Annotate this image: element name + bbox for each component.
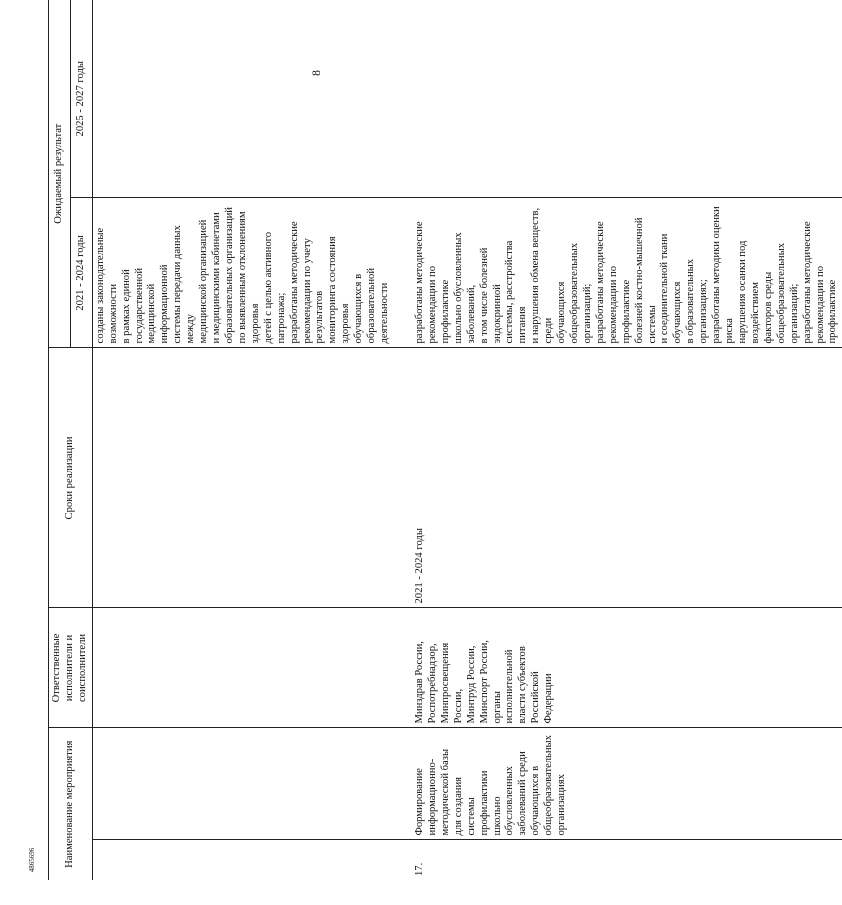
header-name: Наименование мероприятия [49, 728, 93, 880]
text-line: и нарушения обмена веществ, среди [530, 207, 555, 344]
text-line: Формирование информационно- [413, 758, 438, 836]
table-row [92, 0, 394, 880]
continuation-result-cell [92, 198, 394, 348]
text-line: факторов среды общеобразовательных [762, 243, 787, 344]
text-line: организаций; [581, 283, 593, 344]
text-line: рекомендации по учету результатов [301, 238, 326, 344]
text-line: детей с целью активного патронажа; [262, 231, 287, 344]
text-line: разработаны методические [594, 221, 606, 344]
text-line: заболеваний среди [517, 751, 529, 836]
measures-table [48, 0, 842, 880]
text-line: деятельности [379, 282, 391, 344]
header-period-2025-2027: 2025 - 2027 годы [70, 0, 92, 198]
text-line: Роспотребнадзор, [426, 643, 438, 724]
text-line: болезней костно-мышечной системы [633, 217, 658, 344]
text-line: медицинской организацией [198, 219, 210, 344]
text-line: обучающихся в образовательной [353, 268, 378, 344]
text-line: Минспорт России, [478, 640, 490, 724]
text-line: школьно обусловленных заболеваний, [452, 232, 477, 344]
text-line: по выявленным отклонениям здоровья [236, 211, 261, 344]
result-2021-2024-cell [412, 198, 842, 348]
text-line: обучающихся общеобразовательных [556, 243, 581, 344]
text-line: России, [452, 688, 464, 724]
text-line: разработаны методические [801, 221, 813, 344]
text-line: в том числе болезней эндокринной [478, 247, 503, 344]
text-line: власти субъектов [517, 646, 529, 724]
text-line: мониторинга состояния здоровья [327, 236, 352, 344]
text-line: рекомендации по профилактике [607, 265, 632, 344]
text-line: в рамках единой государственной [120, 267, 145, 344]
text-line: системы профилактики [465, 770, 490, 836]
document-code: 4865696 [28, 847, 36, 873]
text-line: разработаны методические [413, 221, 425, 344]
text-line: методической базы для создания [439, 748, 464, 836]
responsible-cell [412, 608, 842, 728]
text-line: в образовательных организациях; [685, 258, 710, 344]
text-line: организациях [556, 774, 568, 836]
timeframe-cell: 2021 - 2024 годы [412, 348, 842, 608]
header-responsible: Ответственные исполнители и соисполнители [49, 608, 93, 728]
text-line: и соединительной ткани обучающихся [659, 233, 684, 344]
text-line: медицинской информационной [146, 264, 171, 344]
page-number: 8 [309, 70, 323, 76]
text-line: Минтруд России, [465, 645, 477, 724]
text-line: организаций; [788, 283, 800, 344]
header-timeframe: Сроки реализации [49, 348, 93, 608]
text-line: созданы законодательные возможности [94, 227, 119, 344]
text-line: рекомендации по профилактике [426, 265, 451, 344]
text-line: Минпросвещения [439, 642, 451, 724]
text-line: системы передачи данных между [172, 225, 197, 344]
measure-name-cell [412, 728, 842, 840]
rotated-table-frame [48, 0, 839, 880]
header-period-2021-2024: 2021 - 2024 годы [70, 198, 92, 348]
text-line: образовательных организаций [223, 207, 235, 344]
text-line: Федерации [543, 673, 555, 724]
text-line: общеобразовательных [543, 735, 555, 836]
text-line: исполнительной [504, 649, 516, 724]
result-2025-2027-cell [412, 0, 842, 198]
text-line: рекомендации по профилактике [814, 265, 839, 344]
text-line: и медицинскими кабинетами [211, 212, 223, 344]
text-line: системы, расстройства питания [504, 240, 529, 344]
table-row [412, 0, 842, 880]
text-line: Российской [530, 671, 542, 724]
text-line: нарушения осанки под воздействием [737, 240, 761, 344]
text-line: обучающихся в [530, 765, 542, 836]
header-expected-result: Ожидаемый результат [49, 0, 71, 348]
row-number: 17. [413, 862, 425, 876]
text-line: Минздрав России, [413, 641, 425, 724]
text-line: разработаны методические [288, 221, 300, 344]
text-line: школьно обусловленных [491, 766, 516, 836]
text-line: органы [491, 691, 503, 724]
text-line: разработаны методики оценки риска [711, 206, 736, 344]
